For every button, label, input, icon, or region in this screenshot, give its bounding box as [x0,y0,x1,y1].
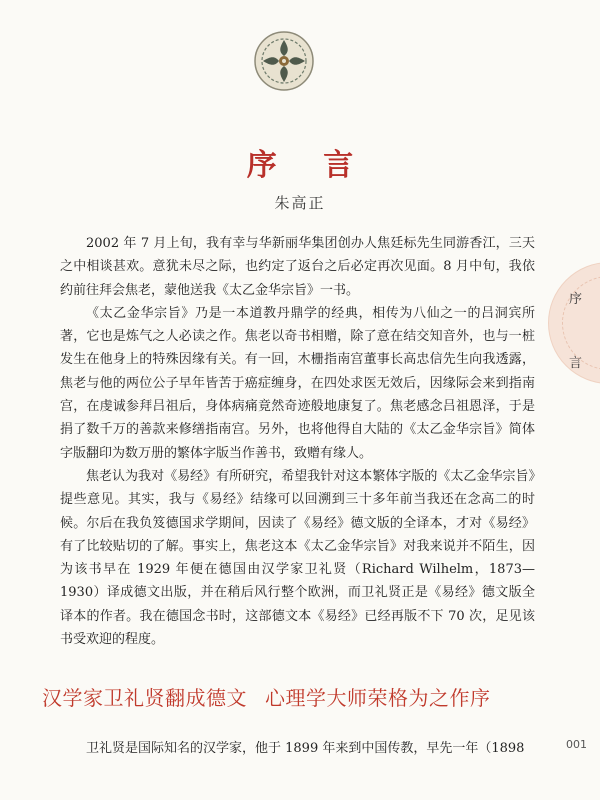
page-number: 001 [566,738,587,751]
section-subheading [42,682,562,711]
page-title: 序 言 [246,148,372,183]
side-tab-char-2: 言 [569,356,583,371]
paragraph-1: 2002 年 7 月上旬，我有幸与华新丽华集团创办人焦廷标先生同游香江，三天之中相谈甚欢。意犹未尽之际，也约定了返台之后必定再次见面。8 月中旬，我依约前往拜会焦老，蒙他送我《太乙金华宗旨》一书。 [60,236,535,298]
paragraph-3: 焦老认为我对《易经》有所研究，希望我针对这本繁体字版的《太乙金华宗旨》提些意见。其实，我与《易经》结缘可以回溯到三十多年前当我还在念高二的时候。尔后在我负笈德国求学期间，因读了《易经》德文版的全译本，才对《易经》有了比较贴切的了解。事实上，焦老这本《太乙金华宗旨》对我来说并不陌生，因为该书早在 1929 年便在德国由汉学家卫礼贤（Richard Wilhelm，1873—1930）译成德文出版，并在稍后风行整个欧洲，而卫礼贤正是《易经》德文版全译本的作者。我在德国念书时，这部德文本《易经》已经再版不下 70 次，足见该书受欢迎的程度。 [60,468,535,648]
author-name: 朱高正 [274,194,326,212]
side-tab-char-1: 序 [569,292,583,307]
subheading-part-1: 汉学家卫礼贤翻成德文 [42,686,247,710]
subheading-part-2: 心理学大师荣格为之作序 [265,686,491,710]
paragraph-2: 《太乙金华宗旨》乃是一本道教丹鼎学的经典，相传为八仙之一的吕洞宾所著，它也是炼气之人必读之作。焦老以奇书相赠，除了意在结交知音外，也与一桩发生在他身上的特殊因缘有关。有一回，木栅指南宫董事长高忠信先生向我透露，焦老与他的两位公子早年皆苦于癌症缠身，在四处求医无效后，因缘际会来到指南宫，在虔诚参拜吕祖后，身体病痛竟然奇迹般地康复了。焦老感念吕祖恩泽，于是捐了数千万的善款来修缮指南宫。另外，也将他得自大陆的《太乙金华宗旨》简体字版翻印为数万册的繁体字版当作善书，致赠有缘人。 [60,305,535,461]
ornament-icon [253,30,315,92]
paragraph-4-start: 卫礼贤是国际知名的汉学家，他于 1899 年来到中国传教，早先一年（1898 [86,741,525,756]
body-text [60,232,535,651]
